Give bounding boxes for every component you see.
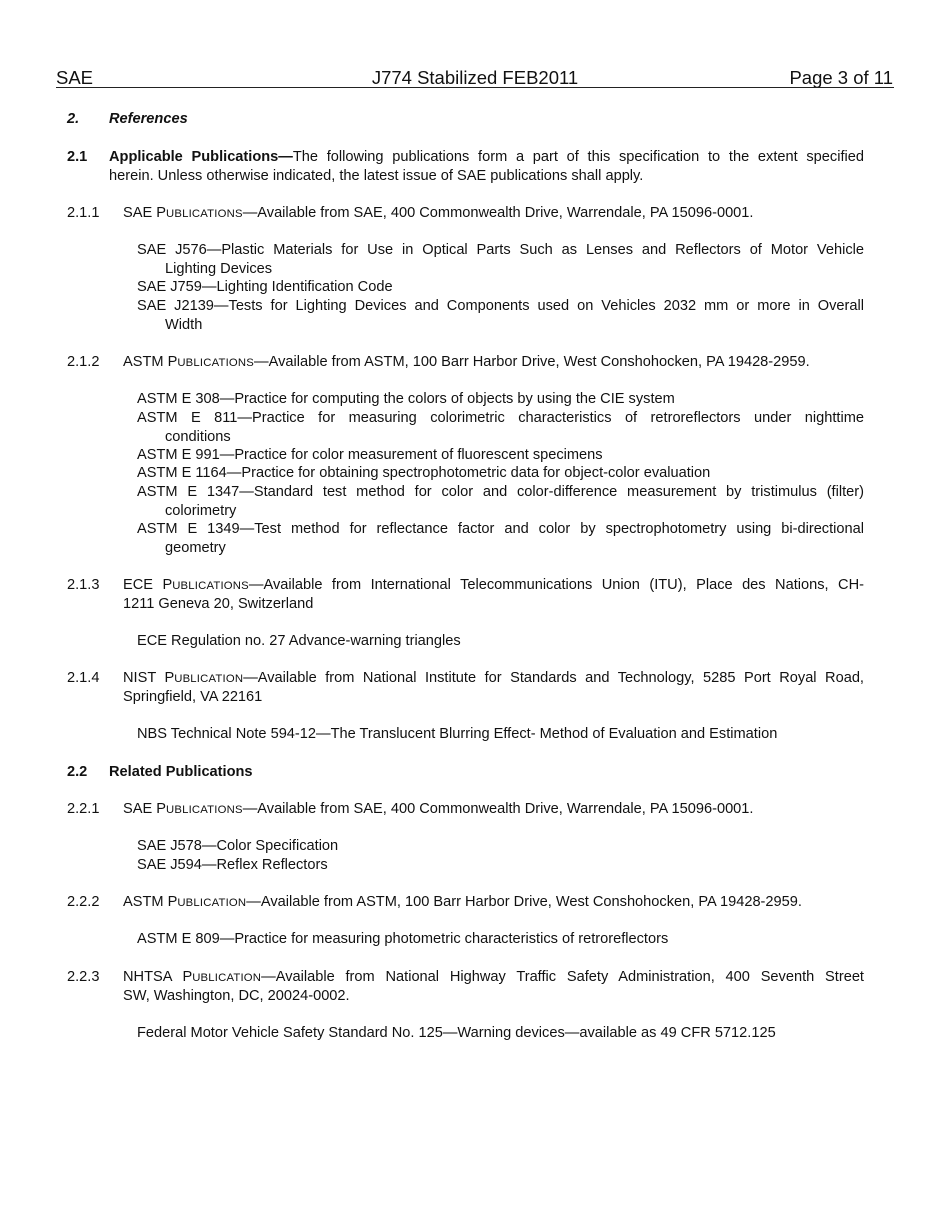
subsection-title: Applicable Publications—: [109, 149, 293, 165]
clause-text-continuation: SW, Washington, DC, 20024-0002.: [123, 988, 350, 1004]
clause-text-continuation: 1211 Geneva 20, Switzerland: [123, 596, 314, 612]
clause-text: ASTM PUBLICATIONS—Available from ASTM, 100 Barr Harbor Drive, West Conshohocken, PA 19428-2959.: [123, 354, 810, 370]
reference-item: ASTM E 809—Practice for measuring photometric characteristics of retroreflectors: [137, 931, 669, 947]
reference-item: Federal Motor Vehicle Safety Standard No. 125—Warning devices—available as 49 CFR 5712.125: [137, 1025, 776, 1041]
header-rule: [56, 87, 894, 88]
clause-text: NHTSA PUBLICATION—Available from National Highway Traffic Safety Administration, 400 Seventh Street: [123, 969, 864, 985]
clause-text: NIST PUBLICATION—Available from National Institute for Standards and Technology, 5285 Port Royal Road,: [123, 670, 864, 686]
reference-item: NBS Technical Note 594-12—The Translucent Blurring Effect- Method of Evaluation and Estimation: [137, 726, 778, 742]
reference-item: ASTM E 991—Practice for color measurement of fluorescent specimens: [137, 447, 603, 463]
clause-text: ECE PUBLICATIONS—Available from International Telecommunications Union (ITU), Place des Nations, CH-: [123, 577, 864, 593]
clause-text: SAE PUBLICATIONS—Available from SAE, 400 Commonwealth Drive, Warrendale, PA 15096-0001.: [123, 801, 754, 817]
clause-number: 2.1.2: [67, 354, 100, 370]
reference-item: ASTM E 1349—Test method for reflectance factor and color by spectrophotometry using bi-directional: [137, 521, 864, 537]
reference-item: SAE J576—Plastic Materials for Use in Optical Parts Such as Lenses and Reflectors of Motor Vehicle: [137, 242, 864, 258]
reference-item: SAE J2139—Tests for Lighting Devices and Components used on Vehicles 2032 mm or more in Overall: [137, 298, 864, 314]
subsection-title: Related Publications: [109, 764, 253, 780]
reference-item-continuation: geometry: [165, 540, 226, 556]
reference-item-continuation: Width: [165, 317, 203, 333]
reference-item: SAE J759—Lighting Identification Code: [137, 279, 393, 295]
clause-number: 2.1.4: [67, 670, 100, 686]
reference-item-continuation: conditions: [165, 429, 231, 445]
clause-number: 2.2.2: [67, 894, 100, 910]
section-title: References: [109, 111, 188, 127]
subsection-number: 2.1: [67, 149, 88, 165]
clause-number: 2.1.3: [67, 577, 100, 593]
clause-text: SAE PUBLICATIONS—Available from SAE, 400 Commonwealth Drive, Warrendale, PA 15096-0001.: [123, 205, 754, 221]
clause-number: 2.2.1: [67, 801, 100, 817]
clause-text: ASTM PUBLICATION—Available from ASTM, 100 Barr Harbor Drive, West Conshohocken, PA 19428-2959.: [123, 894, 802, 910]
reference-item: ASTM E 811—Practice for measuring colorimetric characteristics of retroreflectors under nighttime: [137, 410, 864, 426]
reference-item-continuation: Lighting Devices: [165, 261, 273, 277]
reference-item: ECE Regulation no. 27 Advance-warning triangles: [137, 633, 461, 649]
reference-item: ASTM E 1164—Practice for obtaining spectrophotometric data for object-color evaluation: [137, 465, 711, 481]
header-org: SAE: [56, 67, 94, 88]
section-number: 2.: [67, 111, 80, 127]
clause-number: 2.1.1: [67, 205, 100, 221]
subsection-number: 2.2: [67, 764, 88, 780]
clause-text-continuation: Springfield, VA 22161: [123, 689, 263, 705]
subsection-paragraph-line: herein. Unless otherwise indicated, the latest issue of SAE publications shall apply.: [109, 168, 644, 184]
reference-item: SAE J594—Reflex Reflectors: [137, 857, 328, 873]
header-doc-id: J774 Stabilized FEB2011: [371, 67, 579, 88]
reference-item: ASTM E 1347—Standard test method for color and color-difference measurement by tristimulus (filter): [137, 484, 864, 500]
reference-item-continuation: colorimetry: [165, 503, 237, 519]
clause-number: 2.2.3: [67, 969, 100, 985]
subsection-paragraph-line: Applicable Publications—The following publications form a part of this specification to the extent specified: [109, 149, 864, 165]
reference-item: SAE J578—Color Specification: [137, 838, 339, 854]
header-page-number: Page 3 of 11: [789, 67, 893, 88]
reference-item: ASTM E 308—Practice for computing the colors of objects by using the CIE system: [137, 391, 675, 407]
